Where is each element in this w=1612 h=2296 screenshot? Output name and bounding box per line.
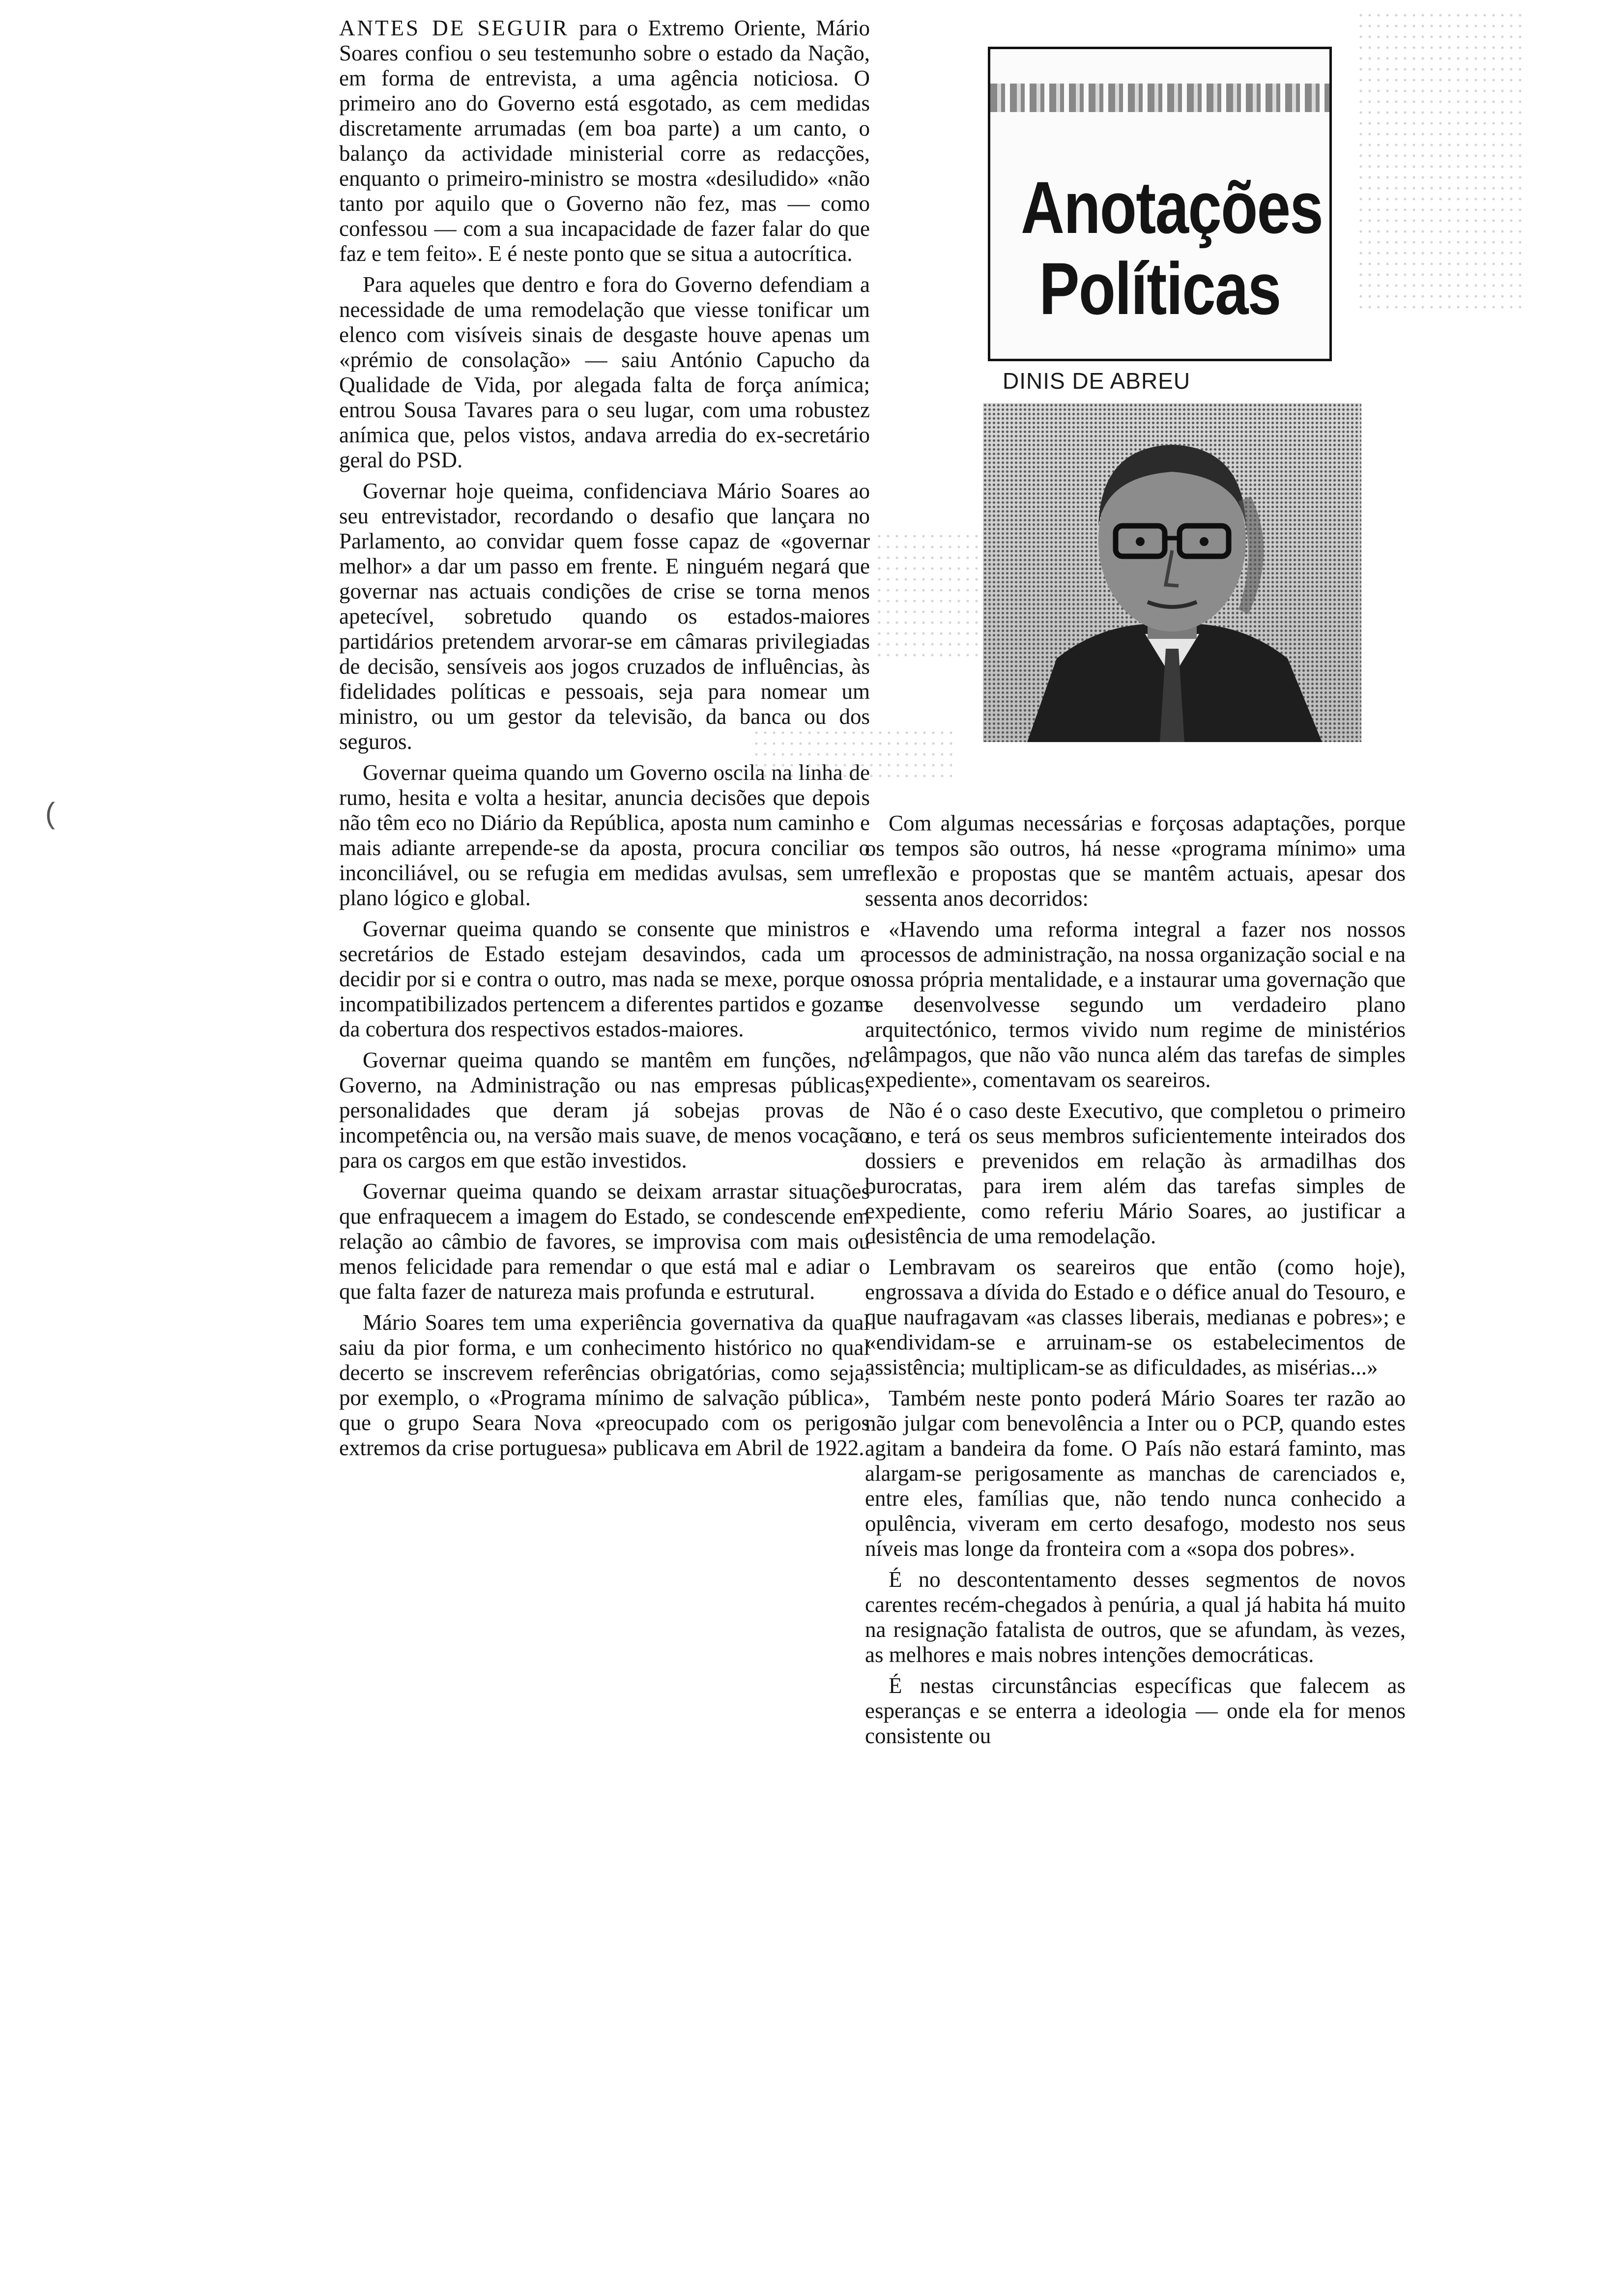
section-title-line: Políticas bbox=[1039, 247, 1281, 330]
paragraph: Também neste ponto poderá Mário Soares ter razão ao não julgar com benevolência a Inter ou o PCP, quando estes agitam a bandeira da fome. O País não estará faminto, mas alargam-se perigosamente as manchas de carenciados e, entre eles, famílias que, não tendo nunca conhecido a opulência, viveram em certo desafogo, modesto nos seus níveis mas longe da fronteira com a «sopa dos pobres». bbox=[865, 1386, 1406, 1561]
paragraph: Lembravam os seareiros que então (como hoje), engrossava a dívida do Estado e o défice anual do Tesouro, e que naufragavam «as classes liberais, medianas e pobres»; e «endividam-se e arruinam-se os estabelecimentos de assistência; multiplicam-se as dificuldades, as misérias...» bbox=[865, 1255, 1406, 1379]
paragraph: Com algumas necessárias e forçosas adaptações, porque os tempos são outros, há nesse «programa mínimo» uma reflexão e propostas que se mantêm actuais, apesar dos sessenta anos decorridos: bbox=[865, 811, 1406, 911]
photocopy-noise bbox=[875, 531, 988, 659]
paragraph-text: para o Extremo Oriente, Mário Soares confiou o seu testemunho sobre o estado da Nação, em forma de entrevista, a uma agência noticiosa. O primeiro ano do Governo está esgotado, as cem medidas discretamente arrumadas (em boa parte) a um canto, o balanço da actividade ministerial corre as redacções, enquanto o primeiro-ministro se mostra «desiludido» «não tanto por aquilo que o Governo não fez, mas — como confessou — com a sua incapacidade de fazer falar do que faz e tem feito». E é neste ponto que se situa a autocrítica. bbox=[339, 16, 870, 266]
article-column-right bbox=[865, 811, 1406, 1749]
article-column-left bbox=[339, 16, 870, 1461]
paragraph: Para aqueles que dentro e fora do Governo defendiam a necessidade de uma remodelação que viesse tonificar um elenco com visíveis sinais de desgaste houve apenas um «prémio de consolação» — saiu António Capucho da Qualidade de Vida, por alegada falta de força anímica; entrou Sousa Tavares para o seu lugar, com uma robustez anímica que, pelos vistos, andava arredia do ex-secretário geral do PSD. bbox=[339, 272, 870, 472]
portrait-illustration bbox=[983, 403, 1361, 742]
author-photo bbox=[983, 403, 1361, 742]
byline: DINIS DE ABREU bbox=[1003, 368, 1191, 394]
paragraph: É no descontentamento desses segmentos de novos carentes recém-chegados à penúria, a qual já habita há muito na resignação fatalista de outros, que se afundam, às vezes, as melhores e mais nobres intenções democráticas. bbox=[865, 1567, 1406, 1667]
lead-in: ANTES DE SEGUIR bbox=[339, 16, 569, 40]
photocopy-noise bbox=[1356, 10, 1524, 315]
paragraph: Não é o caso deste Executivo, que completou o primeiro ano, e terá os seus membros suficientemente inteirados dos dossiers e prevenidos em relação às armadilhas dos burocratas, para irem além das tarefas simples de expediente, como referiu Mário Soares, ao justificar a desistência de uma remodelação. bbox=[865, 1098, 1406, 1248]
paragraph: Governar hoje queima, confidenciava Mário Soares ao seu entrevistador, recordando o desafio que lançara no Parlamento, ao convidar quem fosse capaz de «governar melhor» a dar um passo em frente. E ninguém negará que governar nas actuais condições de crise se torna menos apetecível, sobretudo quando os estados-maiores partidários pretendem arvorar-se em câmaras privilegiadas de decisão, sensíveis aos jogos cruzados de influências, às fidelidades políticas e pessoais, seja para nomear um ministro, ou um gestor da televisão, da banca ou dos seguros. bbox=[339, 479, 870, 754]
margin-mark: ( bbox=[45, 797, 55, 830]
section-masthead bbox=[988, 47, 1332, 361]
paragraph: Mário Soares tem uma experiência governativa da qual saiu da pior forma, e um conhecimento histórico no qual decerto se inscrevem referências obrigatórias, como seja, por exemplo, o «Programa mínimo de salvação pública», que o grupo Seara Nova «preocupado com os perigos extremos da crise portuguesa» publicava em Abril de 1922. bbox=[339, 1310, 870, 1460]
eye bbox=[1200, 537, 1209, 546]
masthead-strip bbox=[990, 84, 1329, 112]
paragraph: Governar queima quando se deixam arrastar situações que enfraquecem a imagem do Estado, se condescende em relação ao câmbio de favores, se improvisa com mais ou menos felicidade para remendar o que está mal e adiar o que falta fazer de natureza mais profunda e estrutural. bbox=[339, 1179, 870, 1304]
paragraph: Governar queima quando um Governo oscila na linha de rumo, hesita e volta a hesitar, anuncia decisões que depois não têm eco no Diário da República, aposta num caminho e mais adiante arrepende-se da aposta, procura conciliar o inconciliável, ou se refugia em medidas avulsas, sem um plano lógico e global. bbox=[339, 760, 870, 910]
section-title bbox=[1021, 166, 1323, 330]
paragraph: Governar queima quando se consente que ministros e secretários de Estado estejam desavindos, cada um a decidir por si e contra o outro, mas nada se mexe, porque os incompatibilizados pertencem a diferentes partidos e gozam da cobertura dos respectivos estados-maiores. bbox=[339, 917, 870, 1041]
eye bbox=[1136, 537, 1145, 546]
paragraph bbox=[339, 16, 870, 266]
paragraph: É nestas circunstâncias específicas que falecem as esperanças e se enterra a ideologia — onde ela for menos consistente ou bbox=[865, 1673, 1406, 1748]
paragraph: Governar queima quando se mantêm em funções, no Governo, na Administração ou nas empresas públicas, personalidades que deram já sobejas provas de incompetência ou, na versão mais suave, de menos vocação para os cargos em que estão investidos. bbox=[339, 1048, 870, 1173]
section-title-line: Anotações bbox=[1021, 166, 1323, 249]
paragraph: «Havendo uma reforma integral a fazer nos nossos processos de administração, na nossa organização social e na nossa própria mentalidade, e a instaurar uma governação que se desenvolvesse segundo um verdadeiro plano arquitectónico, termos vivido num regime de ministérios relâmpagos, que não vão nunca além das tarefas de simples expediente», comentavam os seareiros. bbox=[865, 917, 1406, 1092]
